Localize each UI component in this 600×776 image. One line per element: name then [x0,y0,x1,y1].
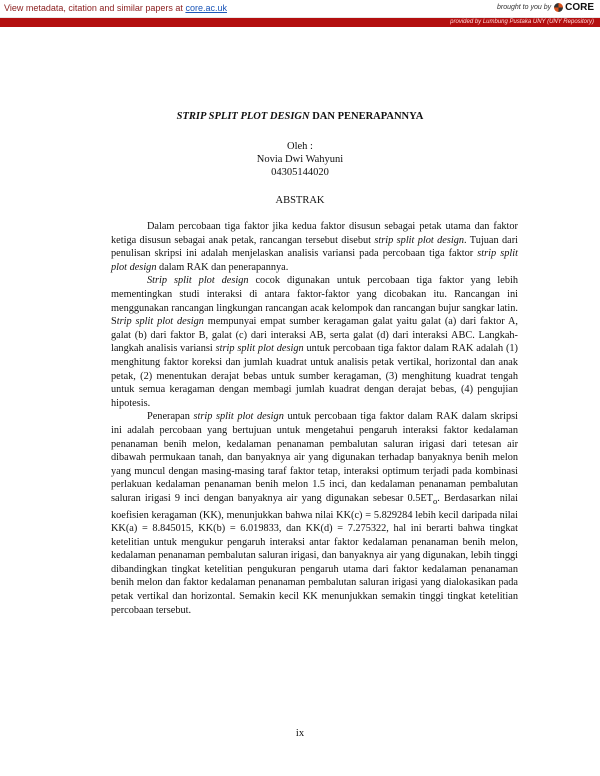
title-rest: DAN PENERAPANNYA [309,111,424,122]
page-number: ix [295,728,305,739]
p2-text-d: mempunyai empat sumber keragaman galat yaitu galat (a) dari faktor A, galat (b) dari faktor B, galat (c) dari interaksi AB, serta galat (d) dari interaksi ABC. Langkah-langkah analisis variansi [111,316,518,355]
byline-label: Oleh : [287,141,313,152]
p2-italic-a: Strip split plot design [147,275,249,287]
p2-italic-c: trip split plot design [116,316,204,328]
p1-italic-b: strip split plot design [374,234,465,246]
abstract-body [111,220,518,617]
p3-text-c: untuk percobaan tiga faktor dalam RAK dalam skripsi ini adalah percobaan yang bertujuan untuk mengetahui pengaruh interaksi faktor kedalaman penanaman benih melon, kedalaman penanaman pembalutan saluran irigasi dari tetesan air dibawah permukaan tanah, dan banyaknya air yang digunakan terhadap banyaknya benih melon yang muncul dengan masing-masing taraf faktor tetap, interaksi optimum terjadi pada kombinasi perlakuan kedalaman penanaman benih melon 1.5 inci, dan kedalaman penanaman pembalutan saluran irigasi 9 inci dengan banyaknya air yang digunakan sebesar 0.5ET [111,411,518,504]
p1-text-c: . Tujuan dari penulisan skripsi ini adalah menjelaskan analisis variansi pada percobaan tiga faktor [111,234,518,260]
paragraph-3 [111,410,518,617]
provider-bar [0,18,600,27]
paragraph-1 [111,220,518,274]
core-label: CORE [565,2,594,13]
core-banner [0,0,600,18]
core-link[interactable]: core.ac.uk [185,3,227,13]
metadata-notice [4,3,227,13]
p3-text-a: Penerapan [147,411,194,423]
core-logo-icon [554,3,563,12]
p2-text-b: cocok digunakan untuk percobaan tiga faktor yang lebih mementingkan studi interaksi di antara faktor-faktor yang dicobakan itu. Rancangan ini menggunakan rancangan lingkungan rancangan acak kelompok dan rancangan bujur sangkar latin. S [111,275,519,328]
metadata-text: View metadata, citation and similar papers at [4,3,186,13]
paragraph-2 [111,274,518,410]
p3-text-d: . Berdasarkan nilai koefisien keragaman (KK), menunjukkan bahwa nilai KK(c) = 5.829284 lebih kecil daripada nilai KK(a) = 8.845015, KK(b) = 6.019833, dan KK(d) = 7.275322, hal ini berarti bahwa tingkat ketelitian untuk mengukur pengaruh interaksi antar faktor kedalaman penanaman benih melon, kedalaman penanaman pembalutan saluran irigasi, dan banyaknya air yang digunakan, lebih tinggi dibandingkan tingkat ketelitian pengukuran pengaruh utama dari faktor kedalaman penanaman benih melon dan faktor kedalaman penanaman pembalutan saluran irigasi yang dialokasikan pada petak vertikal dan horizontal. Semakin kecil KK menunjukkan semakin tinggi tingkat ketelitian percobaan tersebut. [111,492,518,616]
brought-by[interactable] [497,2,594,13]
brought-by-text: brought to you by [497,4,552,11]
provider-text[interactable]: provided by Lumbung Pustaka UNY (UNY Repository) [450,19,594,25]
author-name: Novia Dwi Wahyuni [256,154,344,165]
p3-subscript: o [432,495,438,506]
paper-title [0,111,600,122]
core-logo [554,2,594,13]
title-italic: STRIP SPLIT PLOT DESIGN [176,111,310,122]
p1-italic-d: strip split plot design [111,248,518,273]
student-id: 04305144020 [271,167,329,178]
abstract-heading: ABSTRAK [275,195,325,206]
p1-text-e: dalam RAK dan penerapannya. [156,261,289,273]
p1-text-a: Dalam percobaan tiga faktor jika kedua faktor disusun sebagai petak utama dan faktor ketiga disusun sebagai anak petak, rancangan tersebut disebut [111,221,518,246]
p3-italic-b: strip split plot design [193,411,284,423]
p2-italic-e: strip split plot design [215,343,304,355]
p2-text-f: untuk percobaan tiga faktor dalam RAK adalah (1) menghitung faktor koreksi dan jumlah kuadrat untuk analisis petak vertikal, horizontal dan anak petak, (2) menentukan derajat bebas untuk sumber keragaman, (3) menghitung kuadrat tengah untuk semua keragaman dengan membagi jumlah kuadrat dengan derajat bebas, (4) pengujian hipotesis. [111,343,518,409]
